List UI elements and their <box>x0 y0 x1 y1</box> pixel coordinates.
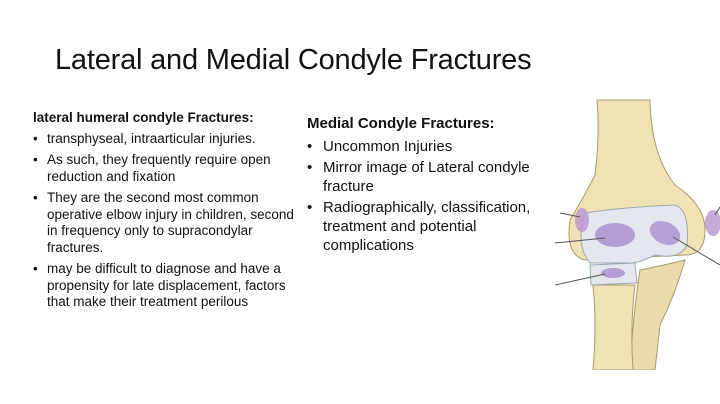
list-item: • As such, they frequently require open reduction and fixation <box>33 152 308 185</box>
radius-bone <box>593 285 635 370</box>
lateral-bullet-list <box>33 131 308 311</box>
list-item: • may be difficult to diagnose and have a propensity for late displacement, factors that make their treatment perilous <box>33 261 308 311</box>
list-item: • Mirror image of Lateral condyle fracture <box>307 158 562 196</box>
list-item: • Uncommon Injuries <box>307 137 562 156</box>
ossification-center <box>705 210 720 236</box>
elbow-anatomy-illustration <box>555 95 720 370</box>
list-item: • Radiographically, classification, treatment and potential complications <box>307 198 562 255</box>
list-item: • They are the second most common operative elbow injury in children, second in frequency only to supracondylar fractures. <box>33 190 308 256</box>
lateral-heading: lateral humeral condyle Fractures: <box>33 110 254 125</box>
ossification-center <box>595 223 635 247</box>
ossification-center <box>575 208 589 232</box>
ossification-center <box>601 268 625 278</box>
medial-condyle-section <box>307 114 562 257</box>
medial-heading: Medial Condyle Fractures: <box>307 115 495 132</box>
lateral-condyle-section <box>33 110 308 316</box>
ulna-bone <box>630 260 685 370</box>
slide-title: Lateral and Medial Condyle Fractures <box>55 44 532 76</box>
list-item: • transphyseal, intraarticular injuries. <box>33 131 308 148</box>
medial-bullet-list <box>307 137 562 255</box>
